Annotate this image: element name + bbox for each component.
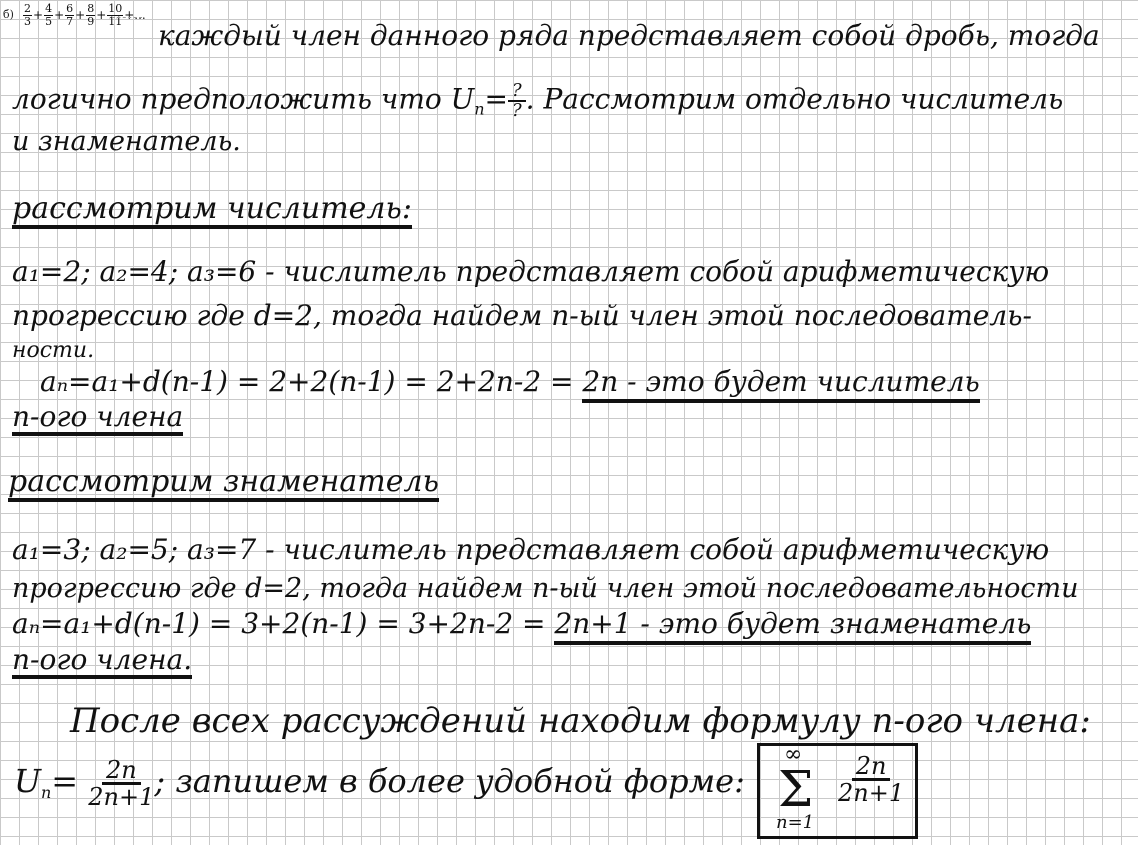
intro-line-3: и знаменатель. (12, 126, 241, 157)
final-fraction: $\frac{2n}{2n+1}$ (88, 756, 155, 811)
series-fraction: $\frac{2}{3}$ (24, 2, 31, 28)
boxed-series-answer (757, 743, 918, 839)
series-fraction: $\frac{6}{7}$ (66, 2, 74, 28)
denominator-formula: aₙ=a₁+d(n-1) = 3+2(n-1) = 3+2n-2 = 2n+1 - это будет знаменатель (12, 610, 1031, 638)
numerator-line-2: прогрессию где d=2, тогда найдем n-ый член этой последователь- (12, 299, 1032, 332)
numerator-formula: aₙ=a₁+d(n-1) = 2+2(n-1) = 2+2n-2 = 2n - это будет числитель (40, 368, 980, 396)
final-formula: $U_n=$ $\frac{2n}{2n+1}$ ; запишем в более удобной форме: (14, 756, 745, 811)
sum-upper-limit: ∞ (784, 742, 803, 767)
series-fraction: $\frac{10}{11}$ (108, 2, 123, 28)
series-tail: +... (124, 8, 146, 23)
series-fraction: $\frac{4}{5}$ (45, 2, 53, 28)
series-fraction: $\frac{8}{9}$ (87, 2, 95, 28)
numerator-line-5: n-ого члена (12, 403, 183, 436)
task-series: $\frac{2}{3}$ + $\frac{4}{5}$ + $\frac{6}{7}$ + $\frac{8}{9}$ + $\frac{10}{11}$ +... (24, 2, 146, 28)
denominator-line-1: a₁=3; a₂=5; a₃=7 - числитель представляет собой арифметическую (12, 533, 1050, 566)
intro-line-2: логично предположить что $U_n=$ $\frac{?}{?}$ . Рассмотрим отдельно числитель (12, 80, 1064, 121)
dashed-divider (112, 17, 142, 18)
denominator-heading: рассмотрим знаменатель (8, 467, 439, 502)
denominator-result: 2n+1 - это будет знаменатель (554, 607, 1031, 645)
numerator-line-1: a₁=2; a₂=4; a₃=6 - числитель представляет собой арифметическую (12, 255, 1050, 288)
intro-line-1: каждый член данного ряда представляет собой дробь, тогда (158, 19, 1100, 52)
task-label: б) (3, 8, 14, 21)
numerator-line-3: ности. (12, 338, 95, 363)
numerator-result: 2n - это будет числитель (582, 365, 979, 403)
sum-lower-limit: n=1 (776, 812, 815, 833)
sigma-icon: Σ (778, 760, 814, 818)
denominator-line-4: n-ого члена. (12, 646, 192, 679)
conclusion-line: После всех рассуждений находим формулу n-ого члена: (70, 701, 1091, 741)
sum-fraction: $\frac{2n}{2n+1}$ (838, 752, 905, 807)
numerator-heading: рассмотрим числитель: (12, 194, 412, 229)
denominator-line-2: прогрессию где d=2, тогда найдем n-ый член этой последовательности (12, 573, 1079, 604)
